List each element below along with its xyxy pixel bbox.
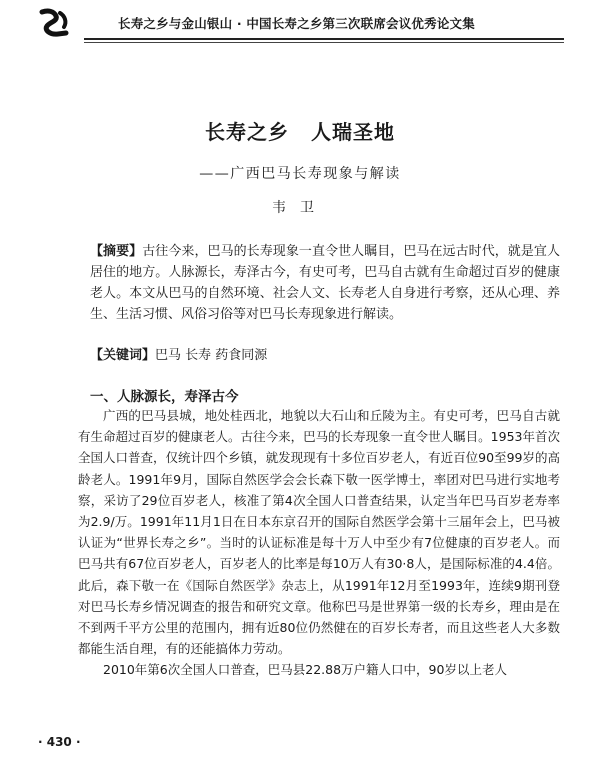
journal-logo-icon <box>38 8 72 40</box>
abstract-label: 【摘要】 <box>90 244 143 259</box>
title-part-1: 长寿之乡 <box>205 120 289 144</box>
abstract-text: 古往今来，巴马的长寿现象一直令世人瞩目，巴马在远古时代，就是宜人居住的地方。人脉源长，寿泽古今，有史可考，巴马自古就有生命超过百岁的健康老人。本文从巴马的自然环境、社会人文、长寿老人自身进行考察，还从心理、养生、生活习惯、风俗习俗等对巴马长寿现象进行解读。 <box>90 244 560 322</box>
article-author: 韦卫 <box>272 200 328 216</box>
abstract <box>78 241 560 325</box>
running-head <box>118 14 475 32</box>
section-heading: 一、人脉源长，寿泽古今 <box>90 389 239 405</box>
keywords-label: 【关键词】 <box>90 348 156 363</box>
section-body <box>78 405 560 681</box>
running-head-separator: · <box>236 16 242 31</box>
article-title <box>0 116 600 145</box>
title-part-2: 人瑞圣地 <box>311 120 395 144</box>
running-head-right: 中国长寿之乡第三次联席会议优秀论文集 <box>246 16 475 31</box>
article-subtitle: ——广西巴马长寿现象与解读 <box>199 166 401 182</box>
header-rule-thick <box>84 38 564 40</box>
keywords <box>90 346 560 366</box>
body-paragraph: 广西的巴马县城，地处桂西北，地貌以大石山和丘陵为主。有史可考，巴马自古就有生命超过百岁的健康老人。古往今来，巴马的长寿现象一直令世人瞩目。1953年首次全国人口普查，仅统计四个乡镇，就发现现有十多位百岁老人，有近百位90至99岁的高龄老人。1991年9月，国际自然医学会会长森下敬一医学博士，率团对巴马进行实地考察，采访了29位百岁老人，核准了第4次全国人口普查结果，认定当年巴马百岁老寿率为2.9/万。1991年11月1日在日本东京召开的国际自然医学会第十三届年会上，巴马被认证为“世界长寿之乡”。当时的认证标准是每十万人中至少有7位健康的百岁老人。而巴马共有67位百岁老人，百岁老人的比率是每10万人有30·8人，是国际标准的4.4倍。此后，森下敬一在《国际自然医学》杂志上，从1991年12月至1993年，连续9期刊登对巴马长寿乡情况调查的报告和研究文章。他称巴马是世界第一级的长寿乡，理由是在不到两千平方公里的范围内，拥有近80位仍然健在的百岁长寿者，而且这些老人大多数都能生活自理，有的还能搞体力劳动。 <box>78 408 560 657</box>
body-paragraph: 2010年第6次全国人口普查，巴马县22.88万户籍人口中，90岁以上老人 <box>103 662 507 678</box>
keywords-text: 巴马 长寿 药食同源 <box>155 348 268 363</box>
page-header <box>0 0 600 46</box>
header-rule-thin <box>84 42 564 43</box>
running-head-left: 长寿之乡与金山银山 <box>118 16 233 31</box>
page-number: · 430 · <box>38 735 81 749</box>
